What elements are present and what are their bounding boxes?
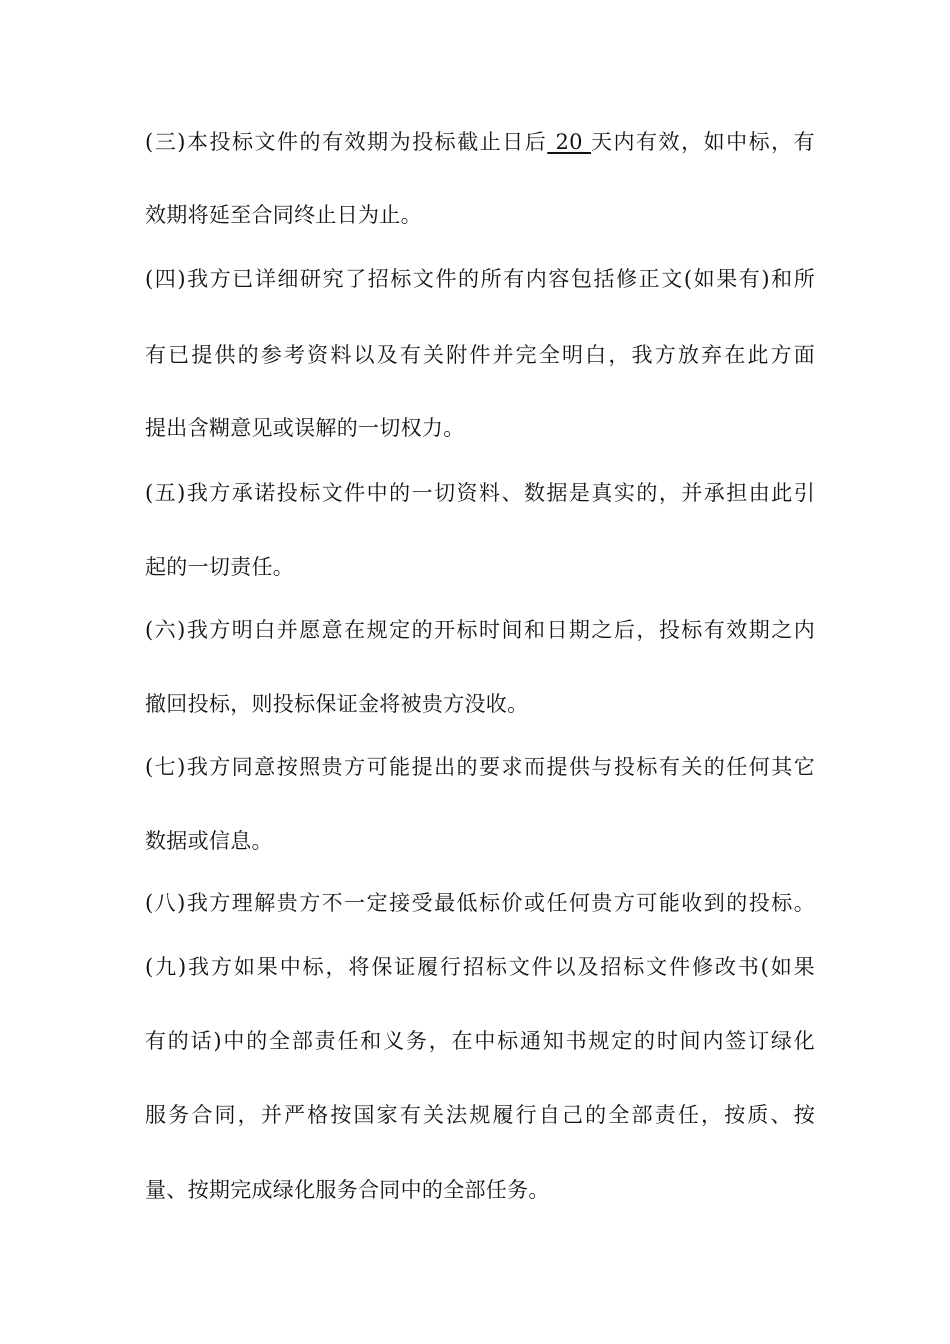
paragraph-3-text-start: (三)本投标文件的有效期为投标截止日后 (145, 130, 548, 154)
paragraph-8-line-1: (八)我方理解贵方不一定接受最低标价或任何贵方可能收到的投标。 (145, 891, 815, 915)
paragraph-5-line-2: 起的一切责任。 (145, 555, 295, 579)
paragraph-5-line-1: (五)我方承诺投标文件中的一切资料、数据是真实的，并承担由此引 (145, 481, 815, 505)
paragraph-9-line-1: (九)我方如果中标，将保证履行招标文件以及招标文件修改书(如果 (145, 955, 815, 979)
paragraph-6-line-1: (六)我方明白并愿意在规定的开标时间和日期之后，投标有效期之内 (145, 618, 815, 642)
paragraph-7-line-1: (七)我方同意按照贵方可能提出的要求而提供与投标有关的任何其它 (145, 755, 815, 779)
paragraph-9-line-3: 服务合同，并严格按国家有关法规履行自己的全部责任，按质、按 (145, 1103, 815, 1127)
paragraph-7-line-2: 数据或信息。 (145, 829, 273, 853)
paragraph-4-line-1: (四)我方已详细研究了招标文件的所有内容包括修正文(如果有)和所 (145, 267, 815, 291)
paragraph-9-line-2: 有的话)中的全部责任和义务，在中标通知书规定的时间内签订绿化 (145, 1029, 815, 1053)
paragraph-9-line-4: 量、按期完成绿化服务合同中的全部任务。 (145, 1178, 550, 1202)
paragraph-3-text-end: 天内有效，如中标，有 (591, 130, 815, 154)
paragraph-6-line-2: 撤回投标，则投标保证金将被贵方没收。 (145, 692, 529, 716)
paragraph-4-line-3: 提出含糊意见或误解的一切权力。 (145, 416, 465, 440)
validity-days-blank: 20 (547, 130, 591, 154)
paragraph-3-line-1 (145, 127, 815, 157)
paragraph-3-line-2: 效期将延至合同终止日为止。 (145, 203, 422, 227)
paragraph-4-line-2: 有已提供的参考资料以及有关附件并完全明白，我方放弃在此方面 (145, 343, 815, 367)
